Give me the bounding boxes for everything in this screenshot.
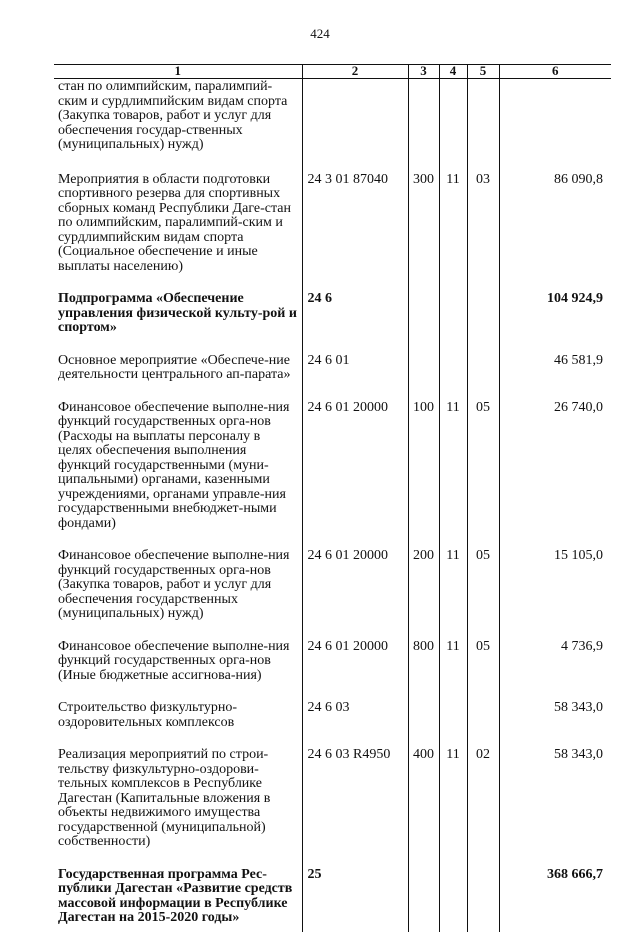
row-name: стан по олимпийским, паралимпий-ским и сурдлимпийским видам спорта (Закупка товаров, работ и услуг для обеспечения государ-ственных (муниципальных) нужд) [58,79,288,152]
table-row [54,173,611,293]
row-sum: 58 343,0 [499,701,611,748]
row-rz [439,354,467,401]
row-pr: 02 [467,748,499,868]
row-rz [439,292,467,354]
row-rz [439,868,467,932]
row-sum: 26 740,0 [499,401,611,550]
row-code: 24 6 [302,292,408,354]
header-col-5: 5 [467,65,499,79]
row-name: Финансовое обеспечение выполне-ния функций государственных орга-нов (Закупка товаров, работ и услуг для обеспечения государственных (муниципальных) нужд) [58,548,290,621]
header-col-4: 4 [439,65,467,79]
table-row [54,640,611,702]
row-rz [439,79,467,173]
row-code: 25 [302,868,408,932]
row-name: Строительство физкультурно-оздоровительных комплексов [58,700,237,730]
row-sum [499,79,611,173]
table-row [54,292,611,354]
header-col-6: 6 [499,65,611,79]
row-vr [408,354,439,401]
row-rz [439,701,467,748]
row-sum: 104 924,9 [499,292,611,354]
table-row [54,701,611,748]
row-pr [467,292,499,354]
row-code: 24 6 01 20000 [302,640,408,702]
row-code: 24 6 01 [302,354,408,401]
row-name: Основное мероприятие «Обеспече-ние деятельности центрального ап-парата» [58,352,291,382]
row-name: Финансовое обеспечение выполне-ния функций государственных орга-нов (Иные бюджетные ассигнова-ния) [58,638,290,683]
table-row [54,79,611,173]
row-name: Государственная программа Рес-публики Дагестан «Развитие средств массовой информации в Республике Дагестан на 2015-2020 годы» [58,866,293,925]
row-vr: 200 [408,549,439,640]
row-rz: 11 [439,173,467,293]
row-rz: 11 [439,748,467,868]
row-vr [408,292,439,354]
row-code: 24 6 03 R4950 [302,748,408,868]
row-name: Мероприятия в области подготовки спортивного резерва для спортивных сборных команд Республики Даге-стан по олимпийским, паралимпий-ским и сурдлимпийским видам спорта (Социальное обеспечение и иные выплаты населению) [58,171,291,274]
row-pr: 05 [467,640,499,702]
row-vr [408,79,439,173]
table-row [54,401,611,550]
row-sum: 46 581,9 [499,354,611,401]
row-sum: 368 666,7 [499,868,611,932]
row-pr: 03 [467,173,499,293]
row-rz: 11 [439,549,467,640]
header-col-1: 1 [54,65,302,79]
row-vr: 100 [408,401,439,550]
row-code: 24 6 01 20000 [302,549,408,640]
row-sum: 15 105,0 [499,549,611,640]
row-name: Подпрограмма «Обеспечение управления физической культу-рой и спортом» [58,291,297,335]
row-pr: 05 [467,549,499,640]
row-pr [467,701,499,748]
row-pr [467,868,499,932]
row-name: Реализация мероприятий по строи-тельству физкультурно-оздорови-тельных комплексов в Республике Дагестан (Капитальные вложения в объекты недвижимого имущества государственной (муниципальной) собственности) [58,747,271,849]
row-code: 24 3 01 87040 [302,173,408,293]
row-sum: 4 736,9 [499,640,611,702]
table-row [54,354,611,401]
row-vr: 800 [408,640,439,702]
header-col-3: 3 [408,65,439,79]
row-pr [467,354,499,401]
row-vr [408,868,439,932]
row-rz: 11 [439,640,467,702]
row-sum: 58 343,0 [499,748,611,868]
row-name: Финансовое обеспечение выполне-ния функций государственных орга-нов (Расходы на выплаты персоналу в целях обеспечения выполнения функций государственными (муни-ципальными) органами, казенными учреждениями, органами управле-ния государственными внебюджет-ными фондами) [58,399,290,531]
row-sum: 86 090,8 [499,173,611,293]
table-row [54,549,611,640]
budget-table [54,64,611,932]
row-pr [467,79,499,173]
row-vr [408,701,439,748]
row-vr: 300 [408,173,439,293]
row-code [302,79,408,173]
row-code: 24 6 01 20000 [302,401,408,550]
row-pr: 05 [467,401,499,550]
header-row [54,65,611,79]
page-number: 424 [310,26,330,41]
header-col-2: 2 [302,65,408,79]
table-row [54,748,611,868]
row-rz: 11 [439,401,467,550]
table-row [54,868,611,932]
row-vr: 400 [408,748,439,868]
row-code: 24 6 03 [302,701,408,748]
